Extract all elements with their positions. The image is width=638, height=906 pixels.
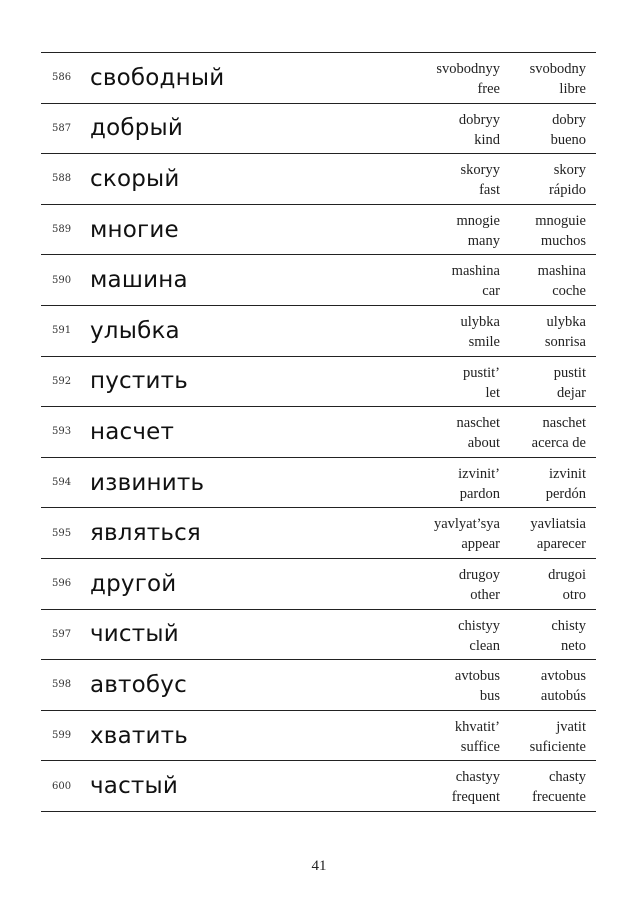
english-translation: appear — [461, 536, 500, 553]
english-transliteration: yavlyat’sya — [433, 516, 500, 533]
spanish-translation: bueno — [550, 131, 586, 148]
entry-number: 594 — [52, 477, 72, 489]
english-column — [459, 110, 500, 150]
english-column — [458, 464, 500, 504]
english-translation: other — [470, 586, 500, 603]
english-transliteration: svobodnyy — [436, 61, 500, 77]
entry-number: 589 — [52, 224, 72, 236]
spanish-transliteration: mnoguie — [535, 212, 586, 229]
entry-number: 590 — [52, 274, 72, 286]
spanish-transliteration: yavliatsia — [530, 516, 586, 533]
entry-number: 599 — [52, 730, 72, 742]
spanish-translation: perdón — [545, 485, 586, 502]
english-column — [436, 59, 500, 99]
english-translation: fast — [479, 182, 500, 199]
english-column — [452, 261, 500, 301]
english-translation: many — [467, 232, 500, 249]
vocab-row — [41, 508, 596, 559]
vocab-row — [41, 104, 596, 155]
english-transliteration: dobryy — [458, 111, 500, 128]
english-translation: clean — [469, 637, 500, 654]
spanish-column — [545, 312, 586, 352]
spanish-transliteration: svobodny — [529, 61, 586, 77]
spanish-column — [538, 261, 586, 301]
vocab-row — [41, 407, 596, 458]
spanish-transliteration: jvatit — [556, 718, 586, 735]
english-translation: let — [485, 384, 500, 401]
entry-number: 598 — [52, 679, 72, 691]
spanish-transliteration: drugoi — [548, 566, 586, 583]
spanish-translation: dejar — [557, 384, 586, 401]
spanish-translation: aparecer — [536, 536, 586, 553]
spanish-transliteration: skory — [553, 162, 586, 179]
spanish-transliteration: ulybka — [546, 313, 586, 330]
spanish-transliteration: chisty — [551, 617, 586, 634]
entry-number: 596 — [52, 578, 72, 590]
spanish-column — [546, 464, 586, 504]
spanish-translation: coche — [552, 283, 586, 300]
spanish-translation: autobús — [540, 688, 586, 705]
spanish-transliteration: pustit — [553, 364, 586, 381]
vocab-row — [41, 205, 596, 256]
english-translation: bus — [479, 688, 500, 705]
russian-word: являться — [90, 520, 201, 547]
russian-word: улыбка — [90, 317, 180, 344]
russian-word: скорый — [90, 165, 180, 192]
entry-number: 591 — [52, 325, 72, 337]
vocab-row — [41, 559, 596, 610]
english-translation: frequent — [451, 789, 500, 806]
russian-word: многие — [90, 216, 179, 243]
english-transliteration: drugoy — [458, 566, 500, 583]
spanish-transliteration: chasty — [548, 769, 586, 786]
english-transliteration: ulybka — [460, 313, 500, 330]
english-column — [459, 565, 500, 605]
english-transliteration: mnogie — [456, 212, 500, 229]
vocab-row — [41, 458, 596, 509]
russian-word: хватить — [90, 722, 188, 749]
entry-number: 592 — [52, 375, 72, 387]
entry-number: 595 — [52, 527, 72, 539]
entry-number: 587 — [52, 122, 72, 134]
english-transliteration: avtobus — [454, 668, 500, 685]
spanish-translation: suficiente — [529, 738, 586, 755]
spanish-translation: sonrisa — [544, 333, 586, 350]
russian-word: пустить — [90, 368, 188, 395]
vocab-row — [41, 711, 596, 762]
spanish-transliteration: dobry — [552, 111, 586, 128]
english-translation: kind — [474, 131, 500, 148]
english-column — [457, 413, 500, 453]
spanish-transliteration: avtobus — [540, 668, 586, 685]
spanish-transliteration: mashina — [537, 263, 586, 280]
russian-word: извинить — [90, 469, 205, 496]
english-column — [455, 717, 500, 757]
english-translation: car — [482, 283, 500, 300]
vocab-row — [41, 154, 596, 205]
spanish-column — [532, 767, 586, 807]
english-translation: suffice — [460, 738, 500, 755]
spanish-translation: muchos — [540, 232, 586, 249]
english-column — [452, 767, 500, 807]
english-transliteration: chastyy — [455, 769, 500, 786]
english-column — [457, 211, 501, 251]
vocab-row — [41, 306, 596, 357]
spanish-translation: otro — [562, 586, 586, 603]
vocab-row — [41, 761, 596, 812]
english-transliteration: chistyy — [458, 617, 500, 634]
spanish-column — [530, 514, 586, 554]
english-translation: about — [467, 435, 500, 452]
entry-number: 586 — [52, 72, 72, 84]
entry-number: 593 — [52, 426, 72, 438]
spanish-column — [530, 717, 586, 757]
english-transliteration: pustit’ — [462, 364, 500, 381]
english-transliteration: mashina — [451, 263, 500, 280]
russian-word: автобус — [90, 671, 187, 698]
english-column — [455, 666, 500, 706]
spanish-column — [551, 110, 586, 150]
vocab-row — [41, 357, 596, 408]
spanish-column — [549, 160, 586, 200]
english-column — [434, 514, 500, 554]
spanish-column — [541, 666, 586, 706]
english-translation: pardon — [459, 485, 500, 502]
spanish-translation: rápido — [548, 182, 586, 199]
spanish-column — [554, 363, 586, 403]
russian-word: насчет — [90, 418, 175, 445]
english-transliteration: izvinit’ — [458, 465, 500, 482]
russian-word: другой — [90, 570, 177, 597]
vocab-row — [41, 255, 596, 306]
spanish-column — [548, 565, 586, 605]
entry-number: 600 — [52, 780, 72, 792]
english-column — [461, 312, 500, 352]
english-column — [461, 160, 500, 200]
russian-word: машина — [90, 267, 188, 294]
entry-number: 588 — [52, 173, 72, 185]
spanish-translation: frecuente — [532, 789, 586, 806]
russian-word: добрый — [90, 115, 184, 142]
vocabulary-table — [41, 52, 596, 812]
spanish-transliteration: naschet — [542, 415, 586, 432]
russian-word: свободный — [90, 64, 225, 91]
russian-word: чистый — [90, 621, 179, 648]
vocab-row — [41, 610, 596, 661]
spanish-translation: neto — [561, 637, 586, 654]
english-transliteration: khvatit’ — [454, 718, 500, 735]
spanish-column — [551, 616, 586, 656]
entry-number: 597 — [52, 628, 72, 640]
spanish-transliteration: izvinit — [548, 465, 586, 482]
english-translation: free — [477, 81, 500, 97]
spanish-column — [530, 59, 586, 99]
spanish-column — [535, 211, 586, 251]
english-transliteration: skoryy — [460, 162, 500, 179]
english-transliteration: naschet — [456, 415, 500, 432]
vocab-row — [41, 660, 596, 711]
english-translation: smile — [468, 333, 500, 350]
english-column — [458, 616, 500, 656]
spanish-translation: libre — [559, 81, 586, 97]
page-number: 41 — [311, 858, 327, 874]
spanish-column — [532, 413, 586, 453]
spanish-translation: acerca de — [531, 435, 586, 452]
english-column — [463, 363, 500, 403]
vocab-row — [41, 53, 596, 104]
russian-word: частый — [90, 773, 179, 800]
